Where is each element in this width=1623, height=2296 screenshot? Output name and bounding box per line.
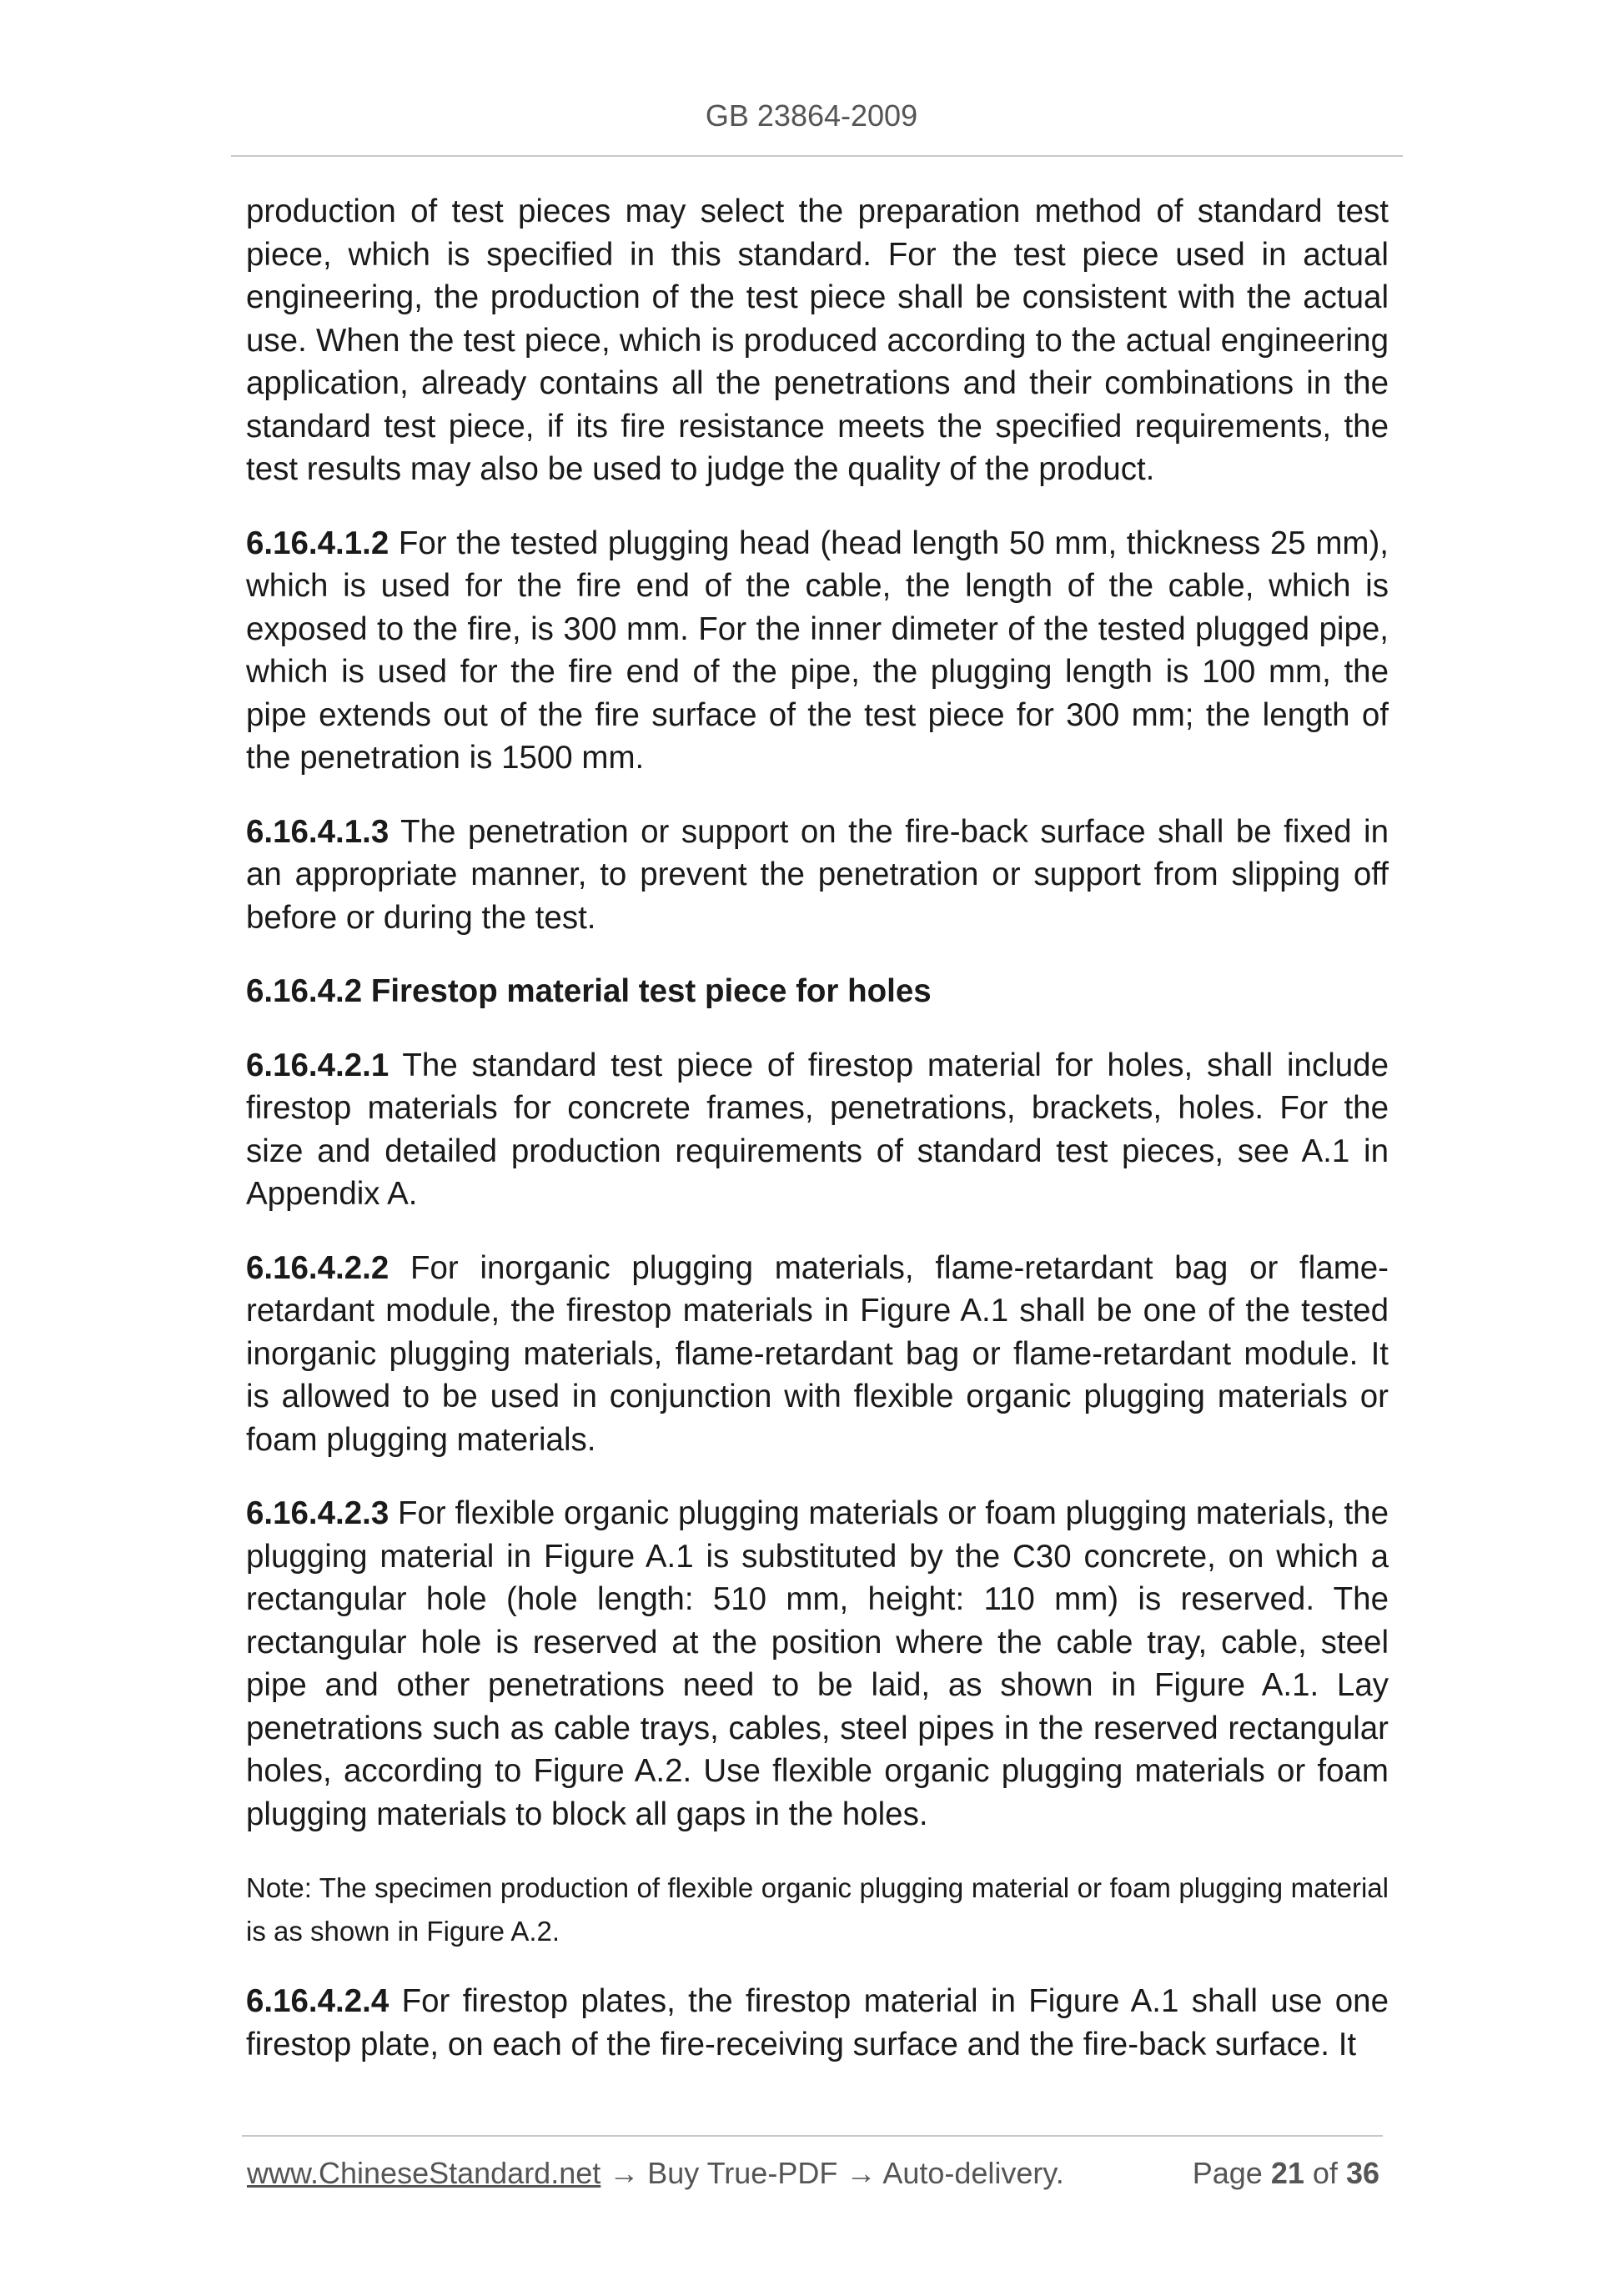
footer-tagline: → Buy True-PDF → Auto-delivery. bbox=[600, 2156, 1064, 2190]
clause-text: For the tested plugging head (head length 50 mm, thickness 25 mm), which is used for the fire end of the cable, the length of the cable, which is exposed to the fire, is 300 mm. For the inner dimeter of the tested plugged pipe, which is used for the fire end of the pipe, the plugging length is 100 mm, the pipe extends out of the fire surface of the test piece for 300 mm; the length of the penetration is 1500 mm. bbox=[246, 525, 1389, 776]
clause-text: The penetration or support on the fire-back surface shall be fixed in an appropriate manner, to prevent the penetration or support from slipping off before or during the test. bbox=[246, 813, 1389, 936]
clause-number: 6.16.4.2.2 bbox=[246, 1249, 389, 1286]
paragraph-text: production of test pieces may select the preparation method of standard test piece, which is specified in this standard. For the test piece used in actual engineering, the production of the test piece shall be consistent with the actual use. When the test piece, which is produced according to the actual engineering application, already contains all the penetrations and their combinations in the standard test piece, if its fire resistance meets the specified requirements, the test results may also be used to judge the quality of the product. bbox=[246, 193, 1389, 487]
document-body bbox=[246, 190, 1389, 2097]
clause-6-16-4-2-2 bbox=[246, 1247, 1389, 1462]
clause-number: 6.16.4.2.1 bbox=[246, 1047, 389, 1083]
footer-divider bbox=[242, 2135, 1383, 2137]
footer-promo bbox=[247, 2156, 1064, 2191]
clause-number: 6.16.4.1.3 bbox=[246, 813, 389, 850]
clause-text: The standard test piece of firestop material for holes, shall include firestop materials for concrete frames, penetrations, brackets, holes. For the size and detailed production requirements of standard test pieces, see A.1 in Appendix A. bbox=[246, 1047, 1389, 1212]
clause-6-16-4-2-3 bbox=[246, 1492, 1389, 1836]
total-page-count: 36 bbox=[1345, 2156, 1379, 2190]
header-standard-code: GB 23864-2009 bbox=[705, 98, 918, 133]
clause-text: For inorganic plugging materials, flame-retardant bag or flame-retardant module, the firestop materials in Figure A.1 shall be one of the tested inorganic plugging materials, flame-retardant bag or flame-retardant module. It is allowed to be used in conjunction with flexible organic plugging materials or foam plugging materials. bbox=[246, 1249, 1389, 1458]
clause-6-16-4-2-4 bbox=[246, 1980, 1389, 2066]
clause-text: For flexible organic plugging materials or foam plugging materials, the plugging material in Figure A.1 is substituted by the C30 concrete, on which a rectangular hole (hole length: 510 mm, height: 110 mm) is reserved. The rectangular hole is reserved at the position where the cable tray, cable, steel pipe and other penetrations need to be laid, as shown in Figure A.1. Lay penetrations such as cable trays, cables, steel pipes in the reserved rectangular holes, according to Figure A.2. Use flexible organic plugging materials or foam plugging materials to block all gaps in the holes. bbox=[246, 1495, 1389, 1832]
clause-6-16-4-1-2 bbox=[246, 522, 1389, 780]
section-heading-6-16-4-2: 6.16.4.2 Firestop material test piece for holes bbox=[246, 973, 932, 1009]
clause-6-16-4-1-3 bbox=[246, 811, 1389, 940]
clause-6-16-4-2-1 bbox=[246, 1044, 1389, 1216]
clause-number: 6.16.4.2.4 bbox=[246, 1983, 389, 2019]
clause-number: 6.16.4.1.2 bbox=[246, 525, 389, 561]
website-link[interactable]: www.ChineseStandard.net bbox=[247, 2156, 601, 2190]
header-divider bbox=[231, 155, 1403, 157]
current-page-number: 21 bbox=[1270, 2156, 1304, 2190]
page-label: Page bbox=[1192, 2156, 1263, 2190]
page-indicator bbox=[1193, 2156, 1379, 2191]
clause-number: 6.16.4.2.3 bbox=[246, 1495, 389, 1531]
page-of-label: of bbox=[1312, 2156, 1338, 2190]
paragraph-continuation bbox=[246, 190, 1389, 491]
note-paragraph: Note: The specimen production of flexible organic plugging material or foam plugging material is as shown in Figure A.2. bbox=[246, 1872, 1389, 1947]
clause-text: For firestop plates, the firestop material in Figure A.1 shall use one firestop plate, on each of the fire-receiving surface and the fire-back surface. It bbox=[246, 1983, 1389, 2062]
